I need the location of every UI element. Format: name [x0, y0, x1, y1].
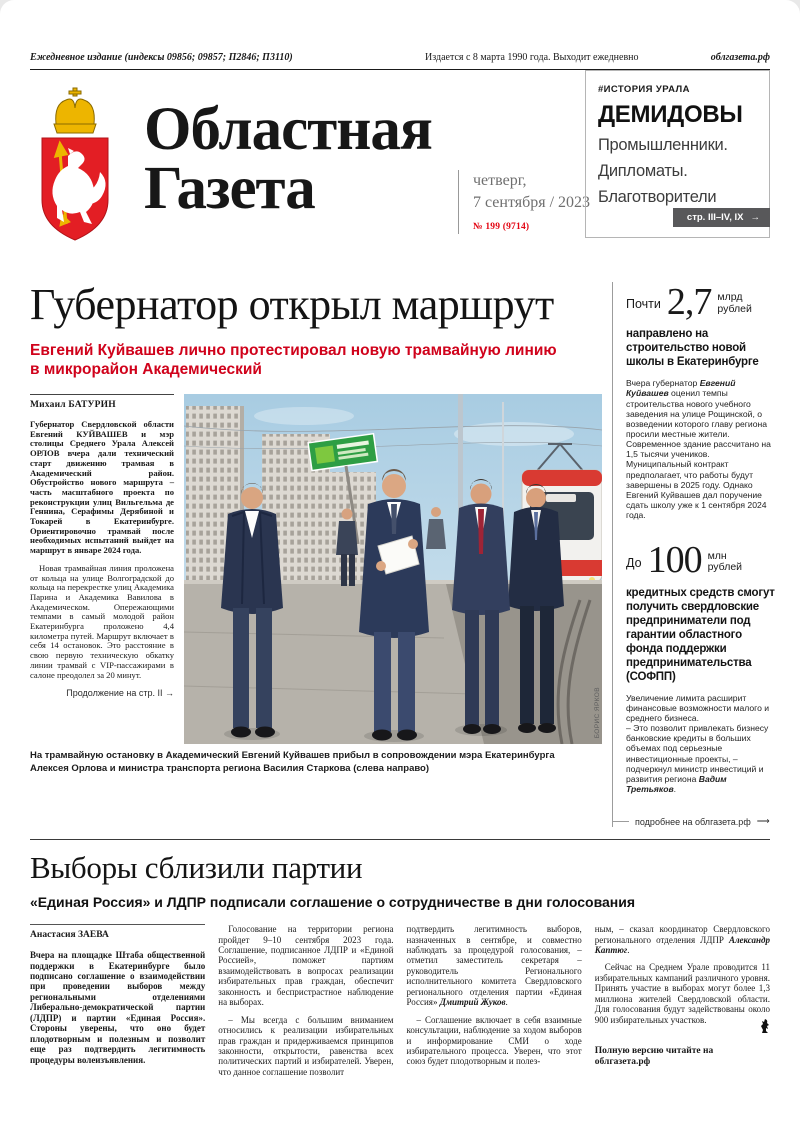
lead-text-column [30, 394, 174, 744]
promo-line: Благотворители [598, 188, 717, 206]
coat-of-arms-graphic [30, 86, 122, 256]
arrow-right-icon: → [165, 688, 174, 699]
lead-article [30, 282, 602, 827]
sidebar-lead-text: кредитных средств смогут получить свердловские предприниматели под гарантии областного фонда поддержки предпринимательства (СОФПП) [626, 586, 775, 683]
person-name: Вадим Третьяков [626, 773, 727, 794]
website-url: облгазета.рф [710, 52, 770, 63]
issue-date: 7 сентября / 2023 [473, 193, 591, 211]
second-headline: Выборы сблизили партии [30, 850, 363, 886]
masthead [30, 70, 770, 270]
figure-value: 2,7 [666, 281, 712, 323]
top-info-bar [30, 0, 770, 63]
title-line-2: Газета [144, 155, 315, 223]
figure-unit: рублей [707, 561, 743, 574]
issue-weekday: четверг, [473, 172, 527, 189]
paragraph: – Соглашение включает в себя взаимные консультации, наблюдение за ходом выборов и информирование СМИ о ходе избирательного процесса. Уверен, что этот союз будет плодотворным и полез- [406, 1014, 582, 1067]
bracket-line [613, 821, 629, 822]
title-line-1: Областная [144, 96, 432, 163]
issue-number: № 199 (9714) [473, 222, 530, 233]
lead-subhead: Евгений Куйвашев лично протестировал новую трамвайную линию в микрорайон Академический [30, 341, 557, 379]
person-name: Евгений Куйвашев [626, 378, 736, 399]
sidebar-item-school [626, 281, 776, 521]
more-on-website-note [626, 816, 776, 827]
figure-units [717, 292, 751, 318]
edition-indices: Ежедневное издание (индексы 09856; 09857; П2846; П3110) [30, 52, 293, 63]
lead-photo [184, 394, 602, 744]
promo-pages-tab [673, 208, 770, 227]
sidebar-body-text: Вчера губернатор Евгений Куйвашев оценил темпы строительства нового учебного заведения на улице Рощинской, о возведении которого главу региона просили местные жители. Современное здание рассчитано на 1,5 тысячи учеников. Муниципальный контракт предполагает, что работы будут завершены в 2025 году. Однако Евгений Куйвашев дал поручение сдать школу уже к 1 сентября 2024 года. [626, 378, 771, 521]
second-byline: Анастасия ЗАЕВА [30, 930, 109, 941]
lead-byline: Михаил БАТУРИН [30, 400, 116, 411]
photo-caption: На трамвайную остановку в Академический Евгений Куйвашев прибыл в сопровождении мэра Екатеринбурга Алексея Орлова и министра транспорта региона Василия Старкова (слева направо) [30, 750, 555, 774]
figure-value: 100 [647, 539, 702, 582]
column-3 [407, 924, 582, 1084]
byline-divider [30, 394, 174, 395]
promo-tag: #ИСТОРИЯ УРАЛА [598, 84, 690, 95]
figure-unit: рублей [717, 302, 752, 315]
paragraph: Голосование на территории региона пройдет 9–10 сентября 2023 года. Соглашение, подписанное ЛДПР и «Единой Россией», поможет партиям взаимодействовать в вопросах реализации избирательных прав граждан, обеспечит законность и беспристрастное наблюдение на выборах. [218, 924, 394, 1008]
lead-paragraph: Новая трамвайная линия проложена от кольца на улице Волгоградской до кольца на перекрестке улиц Академика Парина и Академика Вавилова в Академическом. Опережающими темпами в самый молодой район Екатеринбурга проложено 4,4 километра путей. Маршрут включает в себя 14 остановок. Это расстояние в свою первую техническую обкатку линии трамвай с VIP-пассажирами в салоне преодолел за 20 минут. [30, 562, 174, 680]
second-subhead: «Единая Россия» и ЛДПР подписали соглашение о сотрудничестве в дни голосования [30, 894, 636, 911]
promo-line: Промышленники. [598, 136, 728, 154]
lead-paragraph-bold: Губернатор Свердловской области Евгений КУЙВАШЕВ и мэр столицы Среднего Урала Алексей ОРЛОВ вчера дали технический старт движению трамвая в Академический район. Обустройство нового маршрута – часть масштабного проекта по реконструкции улиц Вильгельма де Геннина, Серафимы Дерябиной и Токарей в Екатеринбурге. Ориентировочно трамвай после необходимых испытаний выйдет на маршрут в январе 2024 года. [30, 419, 174, 556]
person-name: Дмитрий Жуков [439, 997, 506, 1008]
paragraph: подтвердить легитимность выборов, назначенных в сентябре, и совместно наблюдать за процедурой голосования, – отметил заместитель секретаря – руководитель Регионального исполнительного комитета Свердловского регионального отделения партии «Единая Россия» Дмитрий Жуков. [406, 924, 582, 1008]
continuation-note [30, 688, 174, 698]
promo-pages-label: стр. III–IV, IX [686, 212, 744, 223]
byline-divider [30, 924, 205, 925]
paragraph: Сейчас на Среднем Урале проводится 11 избирательных кампаний различного уровня. Принять участие в выборах могут более 1,3 миллиона жителей Свердловской области. Для голосования будут задействованы около 900 избирательных участков. [594, 962, 770, 1025]
second-article [30, 840, 770, 1084]
column-2 [218, 924, 393, 1084]
publication-info: Издается с 8 марта 1990 года. Выходит ежедневно [425, 52, 639, 63]
second-article-columns [30, 924, 770, 1084]
figure-unit: млн [707, 549, 727, 562]
sidebar-paragraph: Увеличение лимита расширит финансовые возможности малого и среднего бизнеса. [626, 692, 770, 723]
promo-line: Дипломаты. [598, 162, 688, 180]
sverdlovsk-coat-of-arms [30, 84, 122, 270]
paragraph: – Мы всегда с большим вниманием относились к реализации избирательных прав граждан и придерживаемся принципов законности, открытости, равенства всех политических партий и избирателей. Уверен, что данное соглашение позволит [218, 1014, 394, 1077]
photo-illustration [184, 394, 602, 744]
photo-credit: БОРИС ЯРКОВ [594, 686, 601, 739]
arrow-right-icon: ⟶ [756, 816, 772, 827]
figure-unit: млрд [717, 291, 743, 304]
sidebar-body-text [626, 693, 776, 794]
sidebar-lead-text: направлено на строительство новой школы в Екатеринбурге [626, 328, 759, 369]
facts-sidebar [612, 282, 776, 827]
figure-units [708, 551, 742, 577]
figure-prefix: Почти [626, 297, 661, 312]
full-version-note: Полную версию читайте на облгазета.рф [594, 1045, 714, 1067]
column-4 [595, 924, 770, 1084]
paragraph: ным, – сказал координатор Свердловского регионального отделения ЛДПР Александр Каптюг. [594, 924, 770, 955]
lead-headline: Губернатор открыл маршрут [30, 280, 554, 329]
promo-title: ДЕМИДОВЫ [598, 101, 743, 128]
newspaper-title [122, 84, 432, 270]
sidebar-paragraph: – Это позволит привлекать бизнесу банковские кредиты в больших объемах под серьезные инвестиционные проекты, – подчеркнул министр инвестиций и развития региона Вадим Третьяков. [626, 723, 769, 794]
second-lead-paragraph: Вчера на площадке Штаба общественной поддержки в Екатеринбурге было подписано соглашение о взаимодействии при проведении выборов между региональными отделениями Либерально-демократической партии (ЛДПР) и партии «Единая Россия». Стороны уверены, что оно будет плодотворным и полезным и позволит еще раз подтвердить легитимность процедуры волеизъявления. [30, 950, 206, 1065]
column-1 [30, 924, 205, 1084]
person-name: Александр Каптюг [594, 934, 770, 955]
more-label: подробнее на облгазета.рф [635, 816, 751, 827]
main-story-row [30, 280, 775, 827]
promo-box-demidovy [585, 70, 770, 238]
continuation-label: Продолжение на стр. II [66, 688, 163, 699]
figure-prefix: До [626, 555, 642, 570]
arrow-right-icon: → [750, 212, 760, 223]
sidebar-item-credits [626, 539, 776, 794]
